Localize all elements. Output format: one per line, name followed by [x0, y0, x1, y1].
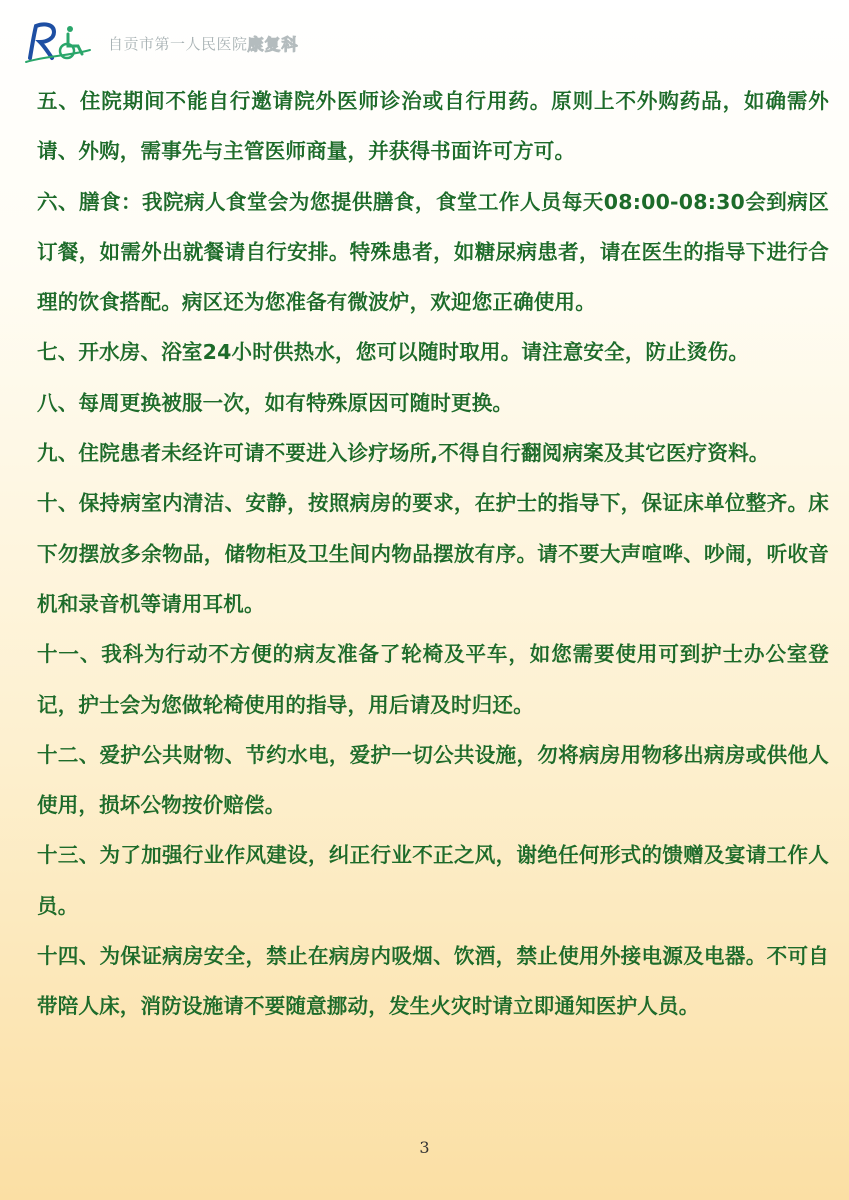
rule-14: 十四、为保证病房安全，禁止在病房内吸烟、饮酒，禁止使用外接电源及电器。不可自带陪人床，消防设施请不要随意挪动，发生火灾时请立即通知医护人员。: [37, 944, 829, 1019]
rule-13: 十三、为了加强行业作风建设，纠正行业不正之风，谢绝任何形式的馈赠及宴请工作人员。: [37, 843, 829, 918]
logo-icon: [22, 20, 102, 66]
department-name: 康复科: [247, 34, 299, 54]
rule-12: 十二、爱护公共财物、节约水电，爱护一切公共设施，勿将病房用物移出病房或供他人使用，损坏公物按价赔偿。: [37, 742, 829, 818]
rule-5: 五、住院期间不能自行邀请院外医师诊治或自行用药。原则上不外购药品，如确需外请、外购，需事先与主管医师商量，并获得书面许可方可。: [37, 89, 829, 164]
rule-10: 十、保持病室内清洁、安静，按照病房的要求，在护士的指导下，保证床单位整齐。床下勿摆放多余物品，储物柜及卫生间内物品摆放有序。请不要大声喧哗、吵闹，听收音机和录音机等请用耳机。: [37, 491, 829, 616]
page-number: 3: [419, 1138, 430, 1157]
rule-6: 六、膳食：我院病人食堂会为您提供膳食，食堂工作人员每天08:00-08:30会到病区订餐，如需外出就餐请自行安排。特殊患者，如糖尿病患者，请在医生的指导下进行合理的饮食搭配。病区还为您准备有微波炉，欢迎您正确使用。: [37, 189, 829, 315]
document-body: [37, 76, 829, 1032]
page-header: [22, 18, 299, 68]
rule-8: 八、每周更换被服一次，如有特殊原因可随时更换。: [37, 390, 514, 415]
hospital-name: 自贡市第一人民医院: [108, 34, 248, 53]
rule-9: 九、住院患者未经许可请不要进入诊疗场所,不得自行翻阅病案及其它医疗资料。: [37, 441, 770, 466]
rule-7: 七、开水房、浴室24小时供热水，您可以随时取用。请注意安全，防止烫伤。: [37, 340, 750, 365]
hospital-logo: [22, 20, 102, 66]
rule-11: 十一、我科为行动不方便的病友准备了轮椅及平车，如您需要使用可到护士办公室登记，护士会为您做轮椅使用的指导，用后请及时归还。: [37, 642, 829, 717]
